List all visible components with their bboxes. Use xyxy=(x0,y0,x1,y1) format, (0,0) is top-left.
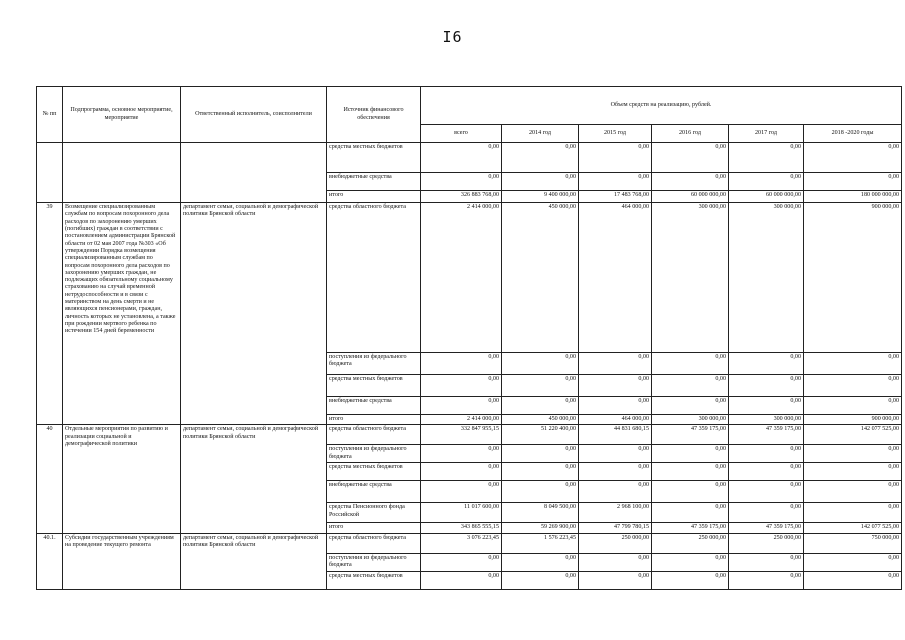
cell-value: 0,00 xyxy=(652,553,729,571)
cell-value: 0,00 xyxy=(579,553,652,571)
cell-value: 0,00 xyxy=(804,143,902,173)
cell-value: 0,00 xyxy=(729,445,804,463)
cell-value: 0,00 xyxy=(579,143,652,173)
cell-value: 0,00 xyxy=(804,375,902,397)
cell-value: 900 000,00 xyxy=(804,203,902,353)
cell-program: Отдельные мероприятия по развитию и реализации социальной и демографической политики xyxy=(63,425,181,533)
cell-value: 0,00 xyxy=(652,375,729,397)
cell-value: 0,00 xyxy=(652,445,729,463)
cell-value: 60 000 000,00 xyxy=(652,191,729,203)
cell-value: 0,00 xyxy=(502,143,579,173)
cell-value: 0,00 xyxy=(502,571,579,589)
cell-source: средства местных бюджетов xyxy=(327,375,421,397)
cell-value: 0,00 xyxy=(652,143,729,173)
cell-value: 0,00 xyxy=(421,553,502,571)
cell-value: 0,00 xyxy=(804,397,902,415)
cell-value: 0,00 xyxy=(652,353,729,375)
cell-value: 9 400 000,00 xyxy=(502,191,579,203)
cell-value: 343 865 555,15 xyxy=(421,523,502,533)
header-year: 2014 год xyxy=(502,125,579,143)
cell-source: итого xyxy=(327,191,421,203)
cell-value: 450 000,00 xyxy=(502,203,579,353)
cell-value: 0,00 xyxy=(804,571,902,589)
cell-value: 59 269 900,00 xyxy=(502,523,579,533)
header-year: 2016 год xyxy=(652,125,729,143)
header-year: всего xyxy=(421,125,502,143)
table-row xyxy=(37,425,902,445)
cell-program: Возмещение специализированным службам по вопросам похоронного дела расходов по захоронению умерших (погибших) граждан в соответствии с постановлением администрации Брянской области от 02 мая 2007 года №303 «Об утверждении Порядка возмещения специализированным службам по вопросам похоронного дела расходов по захоронению умерших граждан, не подлежащих обязательному социальному страхованию на случай временной нетрудоспособности и в связи с материнством на день смерти и не являющихся пенсионерами, граждан, личность которых не установлена, а также при рождении мертвого ребенка по истечении 154 дней беременности xyxy=(63,203,181,425)
cell-value: 0,00 xyxy=(729,143,804,173)
table-row xyxy=(37,203,902,353)
cell-value: 0,00 xyxy=(502,463,579,481)
cell-value: 2 414 000,00 xyxy=(421,415,502,425)
cell-value: 0,00 xyxy=(652,397,729,415)
cell-value: 0,00 xyxy=(421,571,502,589)
cell-value: 47 799 780,15 xyxy=(579,523,652,533)
cell-value: 450 000,00 xyxy=(502,415,579,425)
cell-source: внебюджетные средства xyxy=(327,481,421,503)
cell-value: 0,00 xyxy=(652,481,729,503)
cell-num xyxy=(37,143,63,203)
cell-num: 40 xyxy=(37,425,63,533)
table-header xyxy=(37,87,902,143)
cell-value: 0,00 xyxy=(579,397,652,415)
header-year: 2018 -2020 годы xyxy=(804,125,902,143)
cell-value: 47 359 175,00 xyxy=(652,425,729,445)
cell-source: итого xyxy=(327,523,421,533)
cell-value: 0,00 xyxy=(579,375,652,397)
cell-value: 0,00 xyxy=(421,397,502,415)
cell-source: внебюджетные средства xyxy=(327,397,421,415)
cell-value: 300 000,00 xyxy=(729,203,804,353)
cell-value: 464 000,00 xyxy=(579,415,652,425)
cell-value: 0,00 xyxy=(804,173,902,191)
cell-value: 0,00 xyxy=(729,481,804,503)
cell-source: средства областного бюджета xyxy=(327,203,421,353)
header-year: 2017 год xyxy=(729,125,804,143)
cell-value: 250 000,00 xyxy=(729,533,804,553)
cell-value: 0,00 xyxy=(579,353,652,375)
cell-executor: департамент семьи, социальной и демографической политики Брянской области xyxy=(181,533,327,589)
header-executor: Ответственный исполнитель, соисполнители xyxy=(181,87,327,143)
cell-value: 300 000,00 xyxy=(652,203,729,353)
header-year: 2015 год xyxy=(579,125,652,143)
cell-value: 0,00 xyxy=(804,463,902,481)
cell-executor: департамент семьи, социальной и демографической политики Брянской области xyxy=(181,425,327,533)
cell-value: 11 017 600,00 xyxy=(421,503,502,523)
cell-value: 0,00 xyxy=(579,173,652,191)
cell-source: средства областного бюджета xyxy=(327,425,421,445)
cell-value: 0,00 xyxy=(502,445,579,463)
cell-program xyxy=(63,143,181,203)
cell-source: средства местных бюджетов xyxy=(327,143,421,173)
cell-value: 0,00 xyxy=(652,571,729,589)
budget-table xyxy=(36,86,902,590)
cell-value: 51 220 400,00 xyxy=(502,425,579,445)
cell-value: 0,00 xyxy=(729,375,804,397)
header-volume: Объем средств на реализацию, рублей. xyxy=(421,87,902,125)
cell-source: средства областного бюджета xyxy=(327,533,421,553)
cell-program: Субсидии государственным учреждениям на проведение текущего ремонта xyxy=(63,533,181,589)
cell-source: итого xyxy=(327,415,421,425)
cell-value: 142 077 525,00 xyxy=(804,523,902,533)
cell-source: поступления из федерального бюджета xyxy=(327,353,421,375)
cell-value: 47 359 175,00 xyxy=(729,523,804,533)
cell-value: 0,00 xyxy=(502,397,579,415)
cell-value: 300 000,00 xyxy=(652,415,729,425)
header-program: Подпрограмма, основное мероприятие, мероприятие xyxy=(63,87,181,143)
cell-value: 142 077 525,00 xyxy=(804,425,902,445)
cell-value: 0,00 xyxy=(421,481,502,503)
cell-value: 0,00 xyxy=(804,481,902,503)
cell-value: 250 000,00 xyxy=(652,533,729,553)
cell-value: 3 076 223,45 xyxy=(421,533,502,553)
header-num: № пп xyxy=(37,87,63,143)
cell-value: 0,00 xyxy=(579,571,652,589)
cell-value: 0,00 xyxy=(729,571,804,589)
cell-source: средства Пенсионного фонда Российской xyxy=(327,503,421,523)
cell-value: 47 359 175,00 xyxy=(729,425,804,445)
cell-value: 0,00 xyxy=(502,481,579,503)
cell-num: 39 xyxy=(37,203,63,425)
cell-value: 0,00 xyxy=(502,553,579,571)
cell-value: 250 000,00 xyxy=(579,533,652,553)
cell-value: 0,00 xyxy=(421,463,502,481)
cell-value: 0,00 xyxy=(652,173,729,191)
cell-value: 0,00 xyxy=(579,445,652,463)
cell-value: 0,00 xyxy=(421,173,502,191)
cell-value: 0,00 xyxy=(421,375,502,397)
cell-value: 0,00 xyxy=(729,397,804,415)
cell-value: 0,00 xyxy=(421,353,502,375)
cell-value: 0,00 xyxy=(804,445,902,463)
cell-value: 750 000,00 xyxy=(804,533,902,553)
cell-value: 332 847 955,15 xyxy=(421,425,502,445)
cell-value: 2 414 000,00 xyxy=(421,203,502,353)
cell-value: 180 000 000,00 xyxy=(804,191,902,203)
cell-value: 0,00 xyxy=(729,173,804,191)
cell-value: 8 049 500,00 xyxy=(502,503,579,523)
cell-num: 40.1. xyxy=(37,533,63,589)
cell-value: 0,00 xyxy=(804,353,902,375)
cell-source: внебюджетные средства xyxy=(327,173,421,191)
cell-value: 300 000,00 xyxy=(729,415,804,425)
cell-value: 0,00 xyxy=(579,463,652,481)
cell-value: 0,00 xyxy=(804,503,902,523)
cell-source: средства местных бюджетов xyxy=(327,463,421,481)
cell-value: 0,00 xyxy=(502,173,579,191)
cell-value: 0,00 xyxy=(652,503,729,523)
cell-value: 0,00 xyxy=(729,553,804,571)
page-number: I6 xyxy=(442,28,463,46)
cell-executor: департамент семьи, социальной и демографической политики Брянской области xyxy=(181,203,327,425)
cell-value: 0,00 xyxy=(421,445,502,463)
cell-value: 0,00 xyxy=(729,353,804,375)
cell-value: 464 000,00 xyxy=(579,203,652,353)
cell-value: 0,00 xyxy=(502,375,579,397)
cell-value: 0,00 xyxy=(804,553,902,571)
cell-value: 44 831 680,15 xyxy=(579,425,652,445)
cell-value: 0,00 xyxy=(652,463,729,481)
cell-executor xyxy=(181,143,327,203)
cell-value: 0,00 xyxy=(502,353,579,375)
cell-value: 900 000,00 xyxy=(804,415,902,425)
cell-value: 326 883 768,00 xyxy=(421,191,502,203)
cell-value: 2 968 100,00 xyxy=(579,503,652,523)
cell-value: 60 000 000,00 xyxy=(729,191,804,203)
cell-value: 47 359 175,00 xyxy=(652,523,729,533)
cell-value: 0,00 xyxy=(729,503,804,523)
cell-source: поступления из федерального бюджета xyxy=(327,445,421,463)
cell-value: 0,00 xyxy=(579,481,652,503)
cell-value: 1 576 223,45 xyxy=(502,533,579,553)
table-row xyxy=(37,533,902,553)
cell-source: поступления из федерального бюджета xyxy=(327,553,421,571)
cell-value: 17 483 768,00 xyxy=(579,191,652,203)
cell-value: 0,00 xyxy=(421,143,502,173)
cell-value: 0,00 xyxy=(729,463,804,481)
cell-source: средства местных бюджетов xyxy=(327,571,421,589)
header-source: Источник финансового обеспечения xyxy=(327,87,421,143)
table-row xyxy=(37,143,902,173)
